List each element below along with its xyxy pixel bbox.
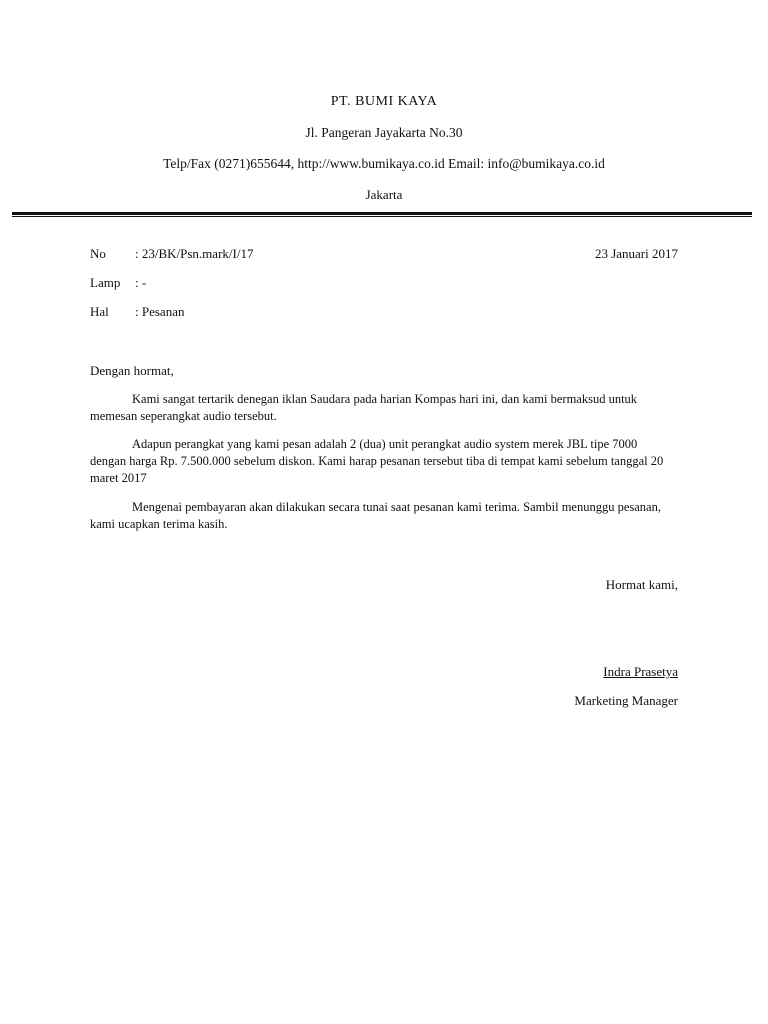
letterhead-divider-thick [12,212,752,215]
company-address: Jl. Pangeran Jayakarta No.30 [305,125,463,140]
hal-label: Hal [90,304,109,319]
closing-salutation: Hormat kami, [605,577,678,592]
company-name: PT. BUMI KAYA [330,94,438,109]
company-contact: Telp/Fax (0271)655644, http://www.bumikaya.co.id Email: info@bumikaya.co.id [163,156,605,171]
signer-name: Indra Prasetya [603,664,678,679]
lamp-label: Lamp [90,275,121,290]
letterhead-divider-thin [12,216,752,217]
body-paragraph: Adapun perangkat yang kami pesan adalah 2 (dua) unit perangkat audio system merek JBL tipe 7000 dengan harga Rp. 7.500.000 sebelum diskon. Kami harap pesanan tersebut tiba di tempat kami sebelum tanggal 20 maret 2017 [90,437,664,485]
lamp-value: : - [135,275,147,290]
hal-value: : Pesanan [135,304,185,319]
body-paragraph: Mengenai pembayaran akan dilakukan secara tunai saat pesanan kami terima. Sambil menunggu pesanan, kami ucapkan terima kasih. [90,500,661,531]
letter-date: 23 Januari 2017 [594,246,678,261]
no-label: No [90,246,106,261]
greeting: Dengan hormat, [90,363,174,378]
body-paragraph: Kami sangat tertarik denegan iklan Saudara pada harian Kompas hari ini, dan kami bermaksud untuk memesan seperangkat audio tersebut. [90,392,638,423]
no-value: : 23/BK/Psn.mark/I/17 [135,246,254,261]
signer-title: Marketing Manager [574,693,678,708]
company-city: Jakarta [365,187,403,202]
